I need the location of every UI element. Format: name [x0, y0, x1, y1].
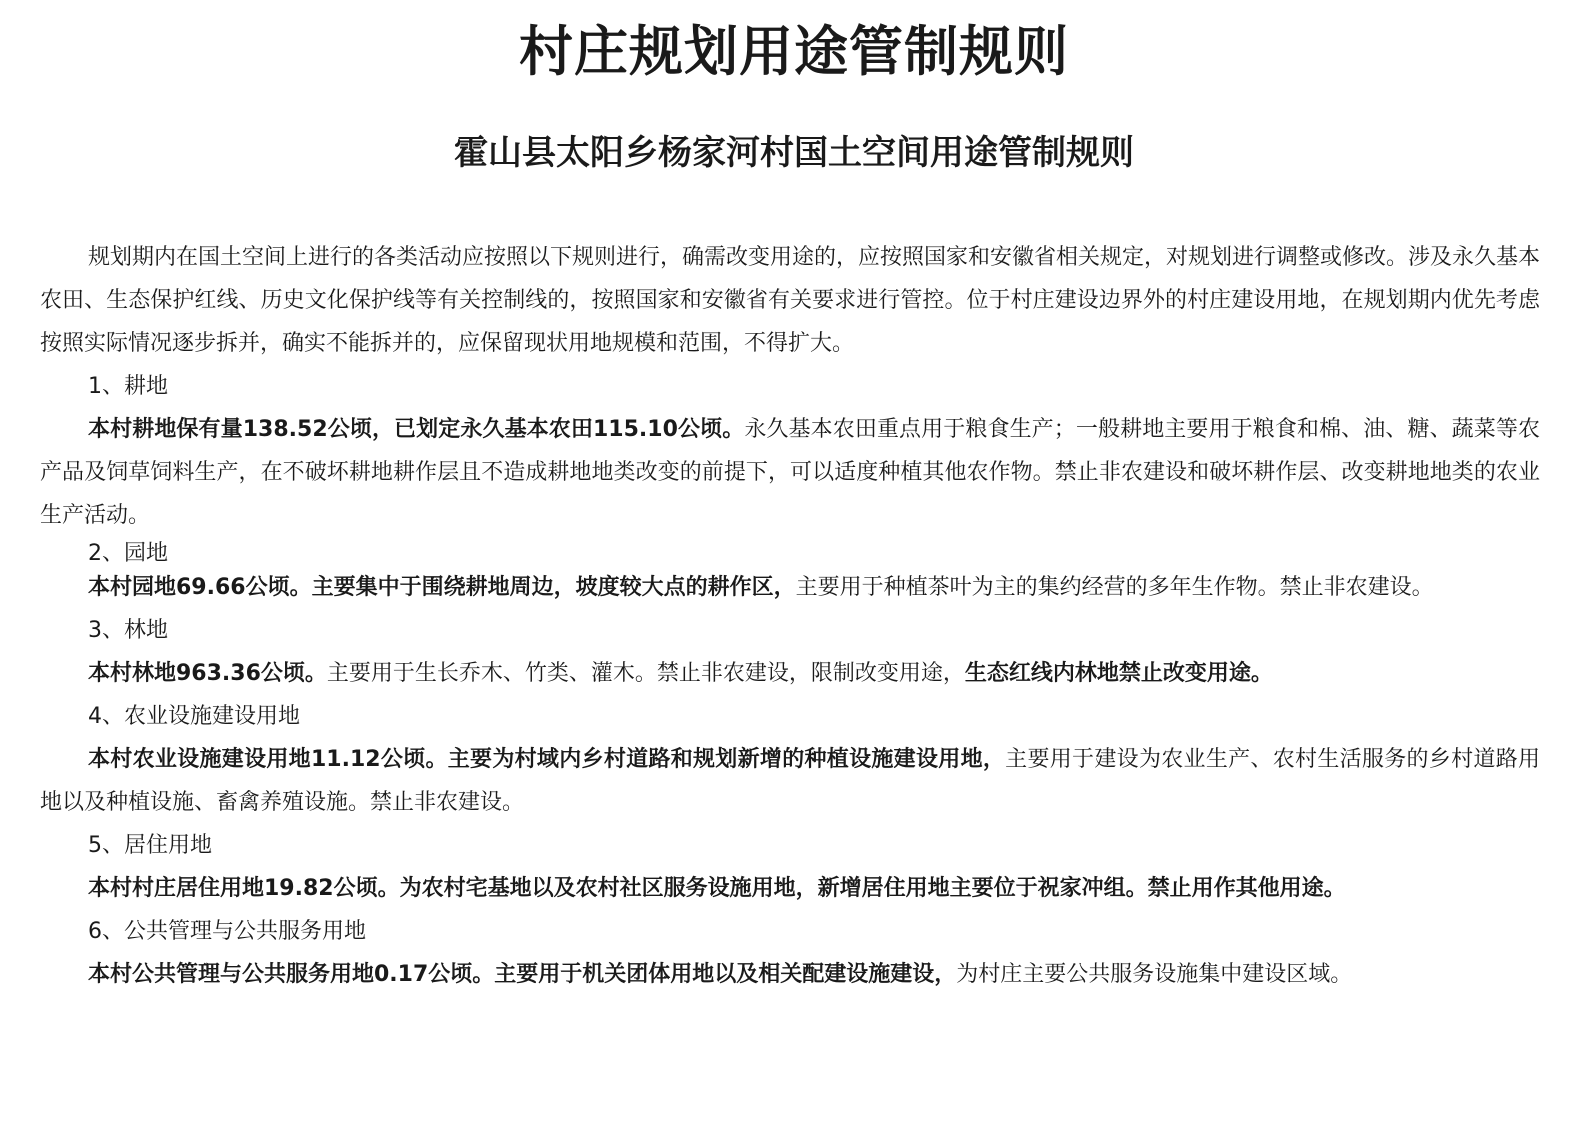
section-paragraph-public-service-land — [40, 953, 1540, 996]
section-paragraph-cultivated-land — [40, 408, 1540, 537]
section-text: 主要用于种植茶叶为主的集约经营的多年生作物。禁止非农建设。 — [795, 575, 1434, 600]
section-text: 主要用于生长乔木、竹类、灌木。禁止非农建设，限制改变用途， — [326, 661, 965, 686]
section-emphasis-secondary: 生态红线内林地禁止改变用途。 — [964, 661, 1273, 686]
section-text: 永久基本农田重点用于粮食生产；一般耕地主要用于粮食和棉、油、糖、蔬菜等农产品及饲草饲料生产，在不破坏耕地耕作层且不造成耕地地类改变的前提下，可以适度种植其他农作物。禁止非农建设和破坏耕作层、改变耕地地类的农业生产活动。 — [40, 417, 1540, 528]
section-paragraph-agricultural-facility-land — [40, 738, 1540, 824]
section-heading-forest-land: 3、林地 — [88, 618, 168, 643]
section-heading-garden-land: 2、园地 — [88, 541, 168, 566]
section-text: 主要用于建设为农业生产、农村生活服务的乡村道路用地以及种植设施、畜禽养殖设施。禁止非农建设。 — [40, 747, 1540, 815]
intro-paragraph: 规划期内在国土空间上进行的各类活动应按照以下规则进行，确需改变用途的，应按照国家和安徽省相关规定，对规划进行调整或修改。涉及永久基本农田、生态保护红线、历史文化保护线等有关控制线的，按照国家和安徽省有关要求进行管控。位于村庄建设边界外的村庄建设用地，在规划期内优先考虑按照实际情况逐步拆并，确实不能拆并的，应保留现状用地规模和范围，不得扩大。 — [40, 245, 1541, 356]
section-heading-cultivated-land: 1、耕地 — [88, 374, 168, 399]
section-heading-public-service-land: 6、公共管理与公共服务用地 — [88, 919, 366, 944]
section-paragraph-garden-land — [40, 571, 1540, 605]
section-paragraph-forest-land — [40, 652, 1540, 695]
page-subtitle: 霍山县太阳乡杨家河村国土空间用途管制规则 — [454, 133, 1134, 173]
page-title: 村庄规划用途管制规则 — [519, 20, 1069, 83]
document-body — [40, 236, 1540, 996]
section-emphasis: 本村农业设施建设用地11.12公顷。主要为村域内乡村道路和规划新增的种植设施建设用地， — [88, 747, 1006, 772]
section-heading-residential-land: 5、居住用地 — [88, 833, 212, 858]
section-paragraph-residential-land — [40, 867, 1540, 910]
section-text: 为村庄主要公共服务设施集中建设区域。 — [956, 962, 1353, 987]
section-emphasis: 本村公共管理与公共服务用地0.17公顷。主要用于机关团体用地以及相关配建设施建设， — [88, 962, 957, 987]
section-emphasis: 本村林地963.36公顷。 — [88, 661, 327, 686]
section-emphasis: 本村耕地保有量138.52公顷，已划定永久基本农田115.10公顷。 — [88, 417, 745, 442]
section-emphasis: 本村园地69.66公顷。主要集中于围绕耕地周边，坡度较大点的耕作区， — [88, 575, 796, 600]
section-heading-agricultural-facility-land: 4、农业设施建设用地 — [88, 704, 300, 729]
section-emphasis: 本村村庄居住用地19.82公顷。为农村宅基地以及农村社区服务设施用地，新增居住用地主要位于祝家冲组。禁止用作其他用途。 — [88, 876, 1346, 901]
